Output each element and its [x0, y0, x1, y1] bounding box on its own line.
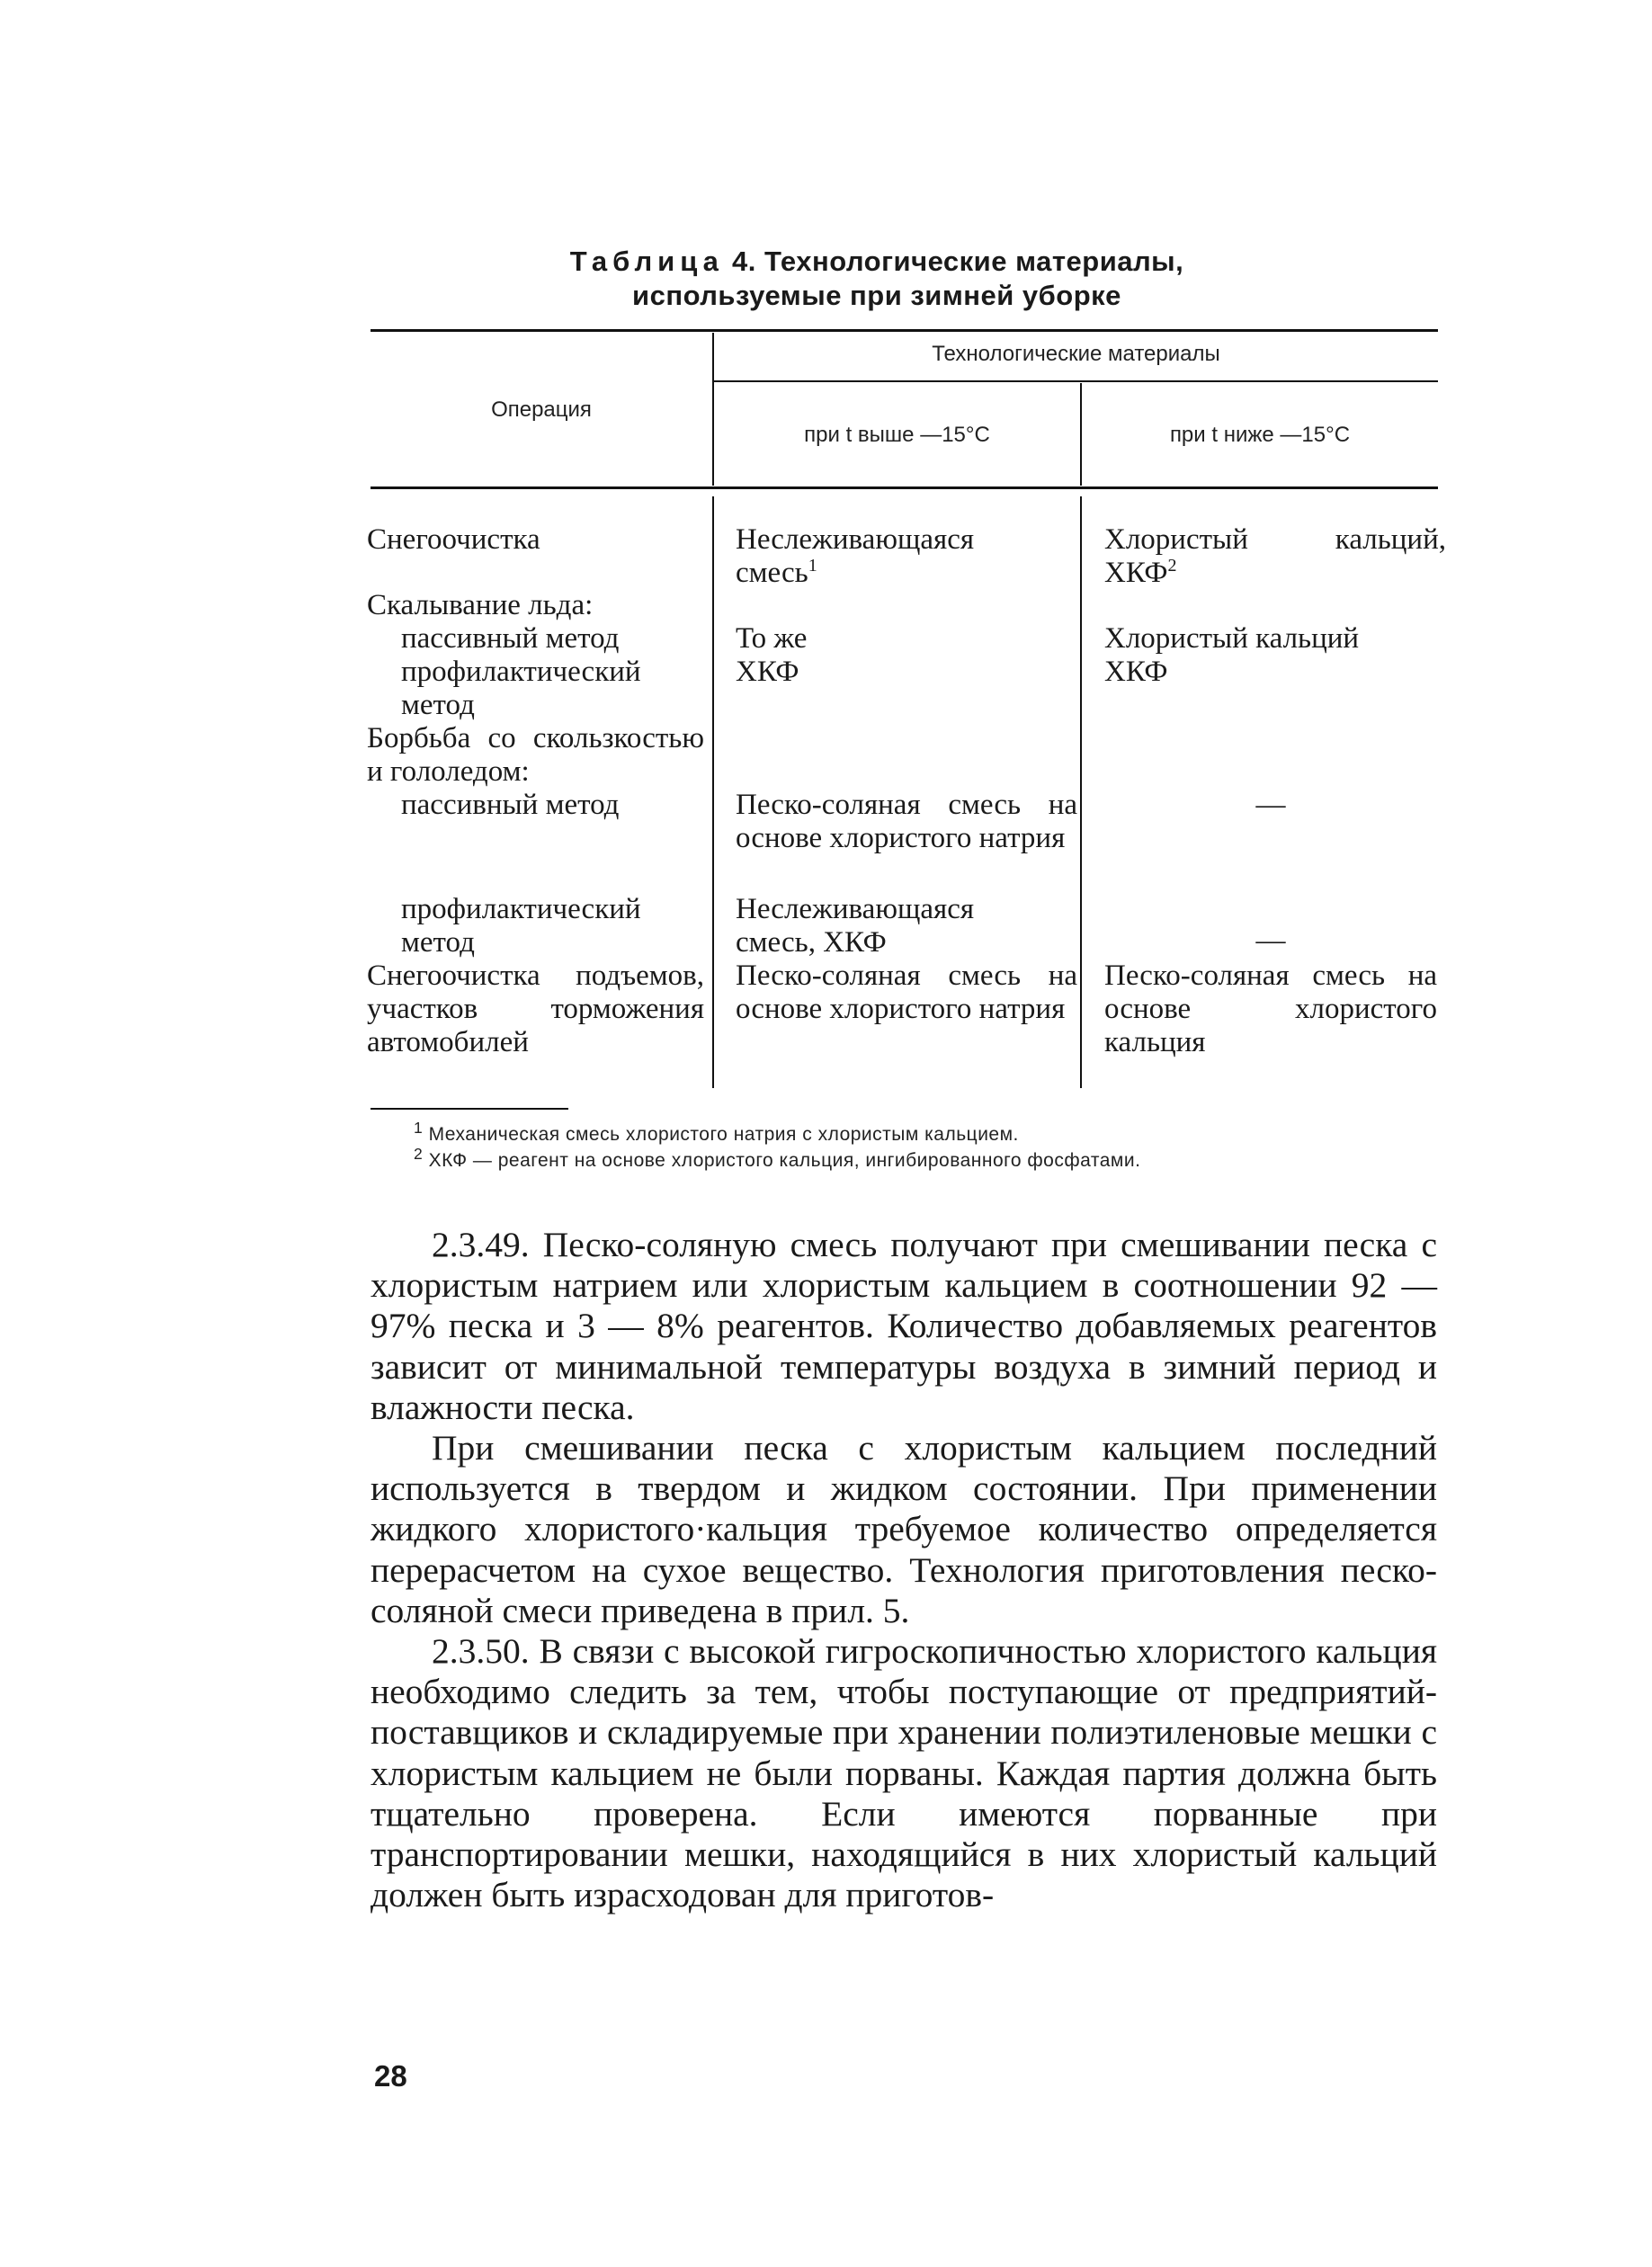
- paragraph-2-3-50: [371, 1631, 1437, 1915]
- row4-above: ХКФ: [736, 656, 799, 688]
- table-top-rule: [371, 329, 1438, 332]
- paragraph-continuation: [371, 1428, 1437, 1631]
- header-below-15: при t ниже —15°C: [1169, 423, 1351, 447]
- row1-below: [1104, 523, 1446, 590]
- footnote-rule: [371, 1108, 568, 1110]
- paragraph-text: При смешивании песка с хлористым кальцием последний используется в твердом и жидком состоянии. При применении жидкого хлористого·кальция требуемое количество определяется перерасчетом на сухое вещество. Технология приготовления песко-соляной смеси приведена в прил. 5.: [371, 1428, 1437, 1630]
- caption-word: Таблица: [569, 245, 724, 277]
- row3-operation: пассивный метод: [401, 622, 620, 655]
- row7-operation: профилактический метод: [401, 893, 641, 959]
- row6-above: Песко-соляная смесь на основе хлористого натрия: [736, 789, 1077, 854]
- row3-below: Хлористый кальций: [1104, 622, 1360, 655]
- row8-above: Песко-соляная смесь на основе хлористого натрия: [736, 959, 1077, 1025]
- header-bottom-rule: [371, 486, 1438, 489]
- header-above-15: при t выше —15°C: [804, 423, 990, 447]
- header-materials: Технологические материалы: [932, 342, 1220, 366]
- footnote-1-text: Механическая смесь хлористого натрия с хлористым кальцием.: [428, 1124, 1019, 1145]
- paragraph-text: Песко-соляную смесь получают при смешивании песка с хлористым натрием или хлористым кальцием в соотношении 92 — 97% песка и 3 — 8% реагентов. Количество добавляемых реагентов зависит от минимальной температуры воздуха в зимний период и влажности песка.: [371, 1225, 1437, 1427]
- caption-number: 4.: [732, 245, 756, 277]
- footnote-1-mark: 1: [414, 1119, 424, 1137]
- footnote-2: [414, 1141, 1140, 1174]
- row6-below: —: [1255, 789, 1286, 821]
- column-divider-2-body: [1080, 496, 1082, 1088]
- row5-operation: Борбьба со скользкостью и гололедом:: [367, 722, 704, 788]
- footnote-ref-1: 1: [808, 556, 817, 576]
- row4-operation: профилактический метод: [401, 656, 641, 721]
- footnote-ref-2: 2: [1167, 556, 1177, 576]
- footnote-2-mark: 2: [414, 1145, 424, 1163]
- paragraph-text: В связи с высокой гигроскопичностью хлористого кальция необходимо следить за тем, чтобы поступающие от предприятий-поставщиков и складируемые при хранении полиэтиленовые мешки с хлористым кальцием не были порваны. Каждая партия должна быть тщательно проверена. Если имеются порванные при транспортировании мешки, находящийся в них хлористый кальций должен быть израсходован для приготов-: [371, 1631, 1438, 1915]
- row4-below: ХКФ: [1104, 656, 1168, 688]
- body-text: [371, 1225, 1437, 1915]
- row8-operation: Снегоочистка подъемов, участков торможения автомобилей: [367, 959, 704, 1058]
- row7-above: Неслеживающаяся смесь, ХКФ: [736, 893, 975, 959]
- row6-operation: пассивный метод: [401, 789, 620, 821]
- header-subrule: [712, 380, 1438, 382]
- caption-title: Технологические материалы,: [764, 245, 1184, 277]
- paragraph-number: 2.3.50.: [432, 1631, 530, 1672]
- header-operation: Операция: [491, 397, 592, 422]
- table-caption: [360, 245, 1394, 313]
- row1-above: [736, 523, 1059, 590]
- row3-above: То же: [736, 622, 808, 655]
- row7-below: —: [1255, 924, 1286, 957]
- row1-below-text: Хлористый кальций, ХКФ: [1104, 523, 1446, 589]
- page-number: 28: [374, 2059, 407, 2093]
- paragraph-2-3-49: [371, 1225, 1437, 1428]
- row1-above-text: Неслеживающаяся смесь: [736, 523, 975, 589]
- column-divider-1-body: [712, 496, 714, 1088]
- row8-below: Песко-соляная смесь на основе хлористого кальция: [1104, 959, 1437, 1058]
- caption-line2: используемые при зимней уборке: [632, 280, 1121, 311]
- row1-operation: Снегоочистка: [367, 523, 540, 556]
- paragraph-number: 2.3.49.: [432, 1225, 530, 1264]
- footnote-2-text: ХКФ — реагент на основе хлористого кальция, ингибированного фосфатами.: [428, 1150, 1141, 1171]
- row2-operation: Скалывание льда:: [367, 589, 594, 621]
